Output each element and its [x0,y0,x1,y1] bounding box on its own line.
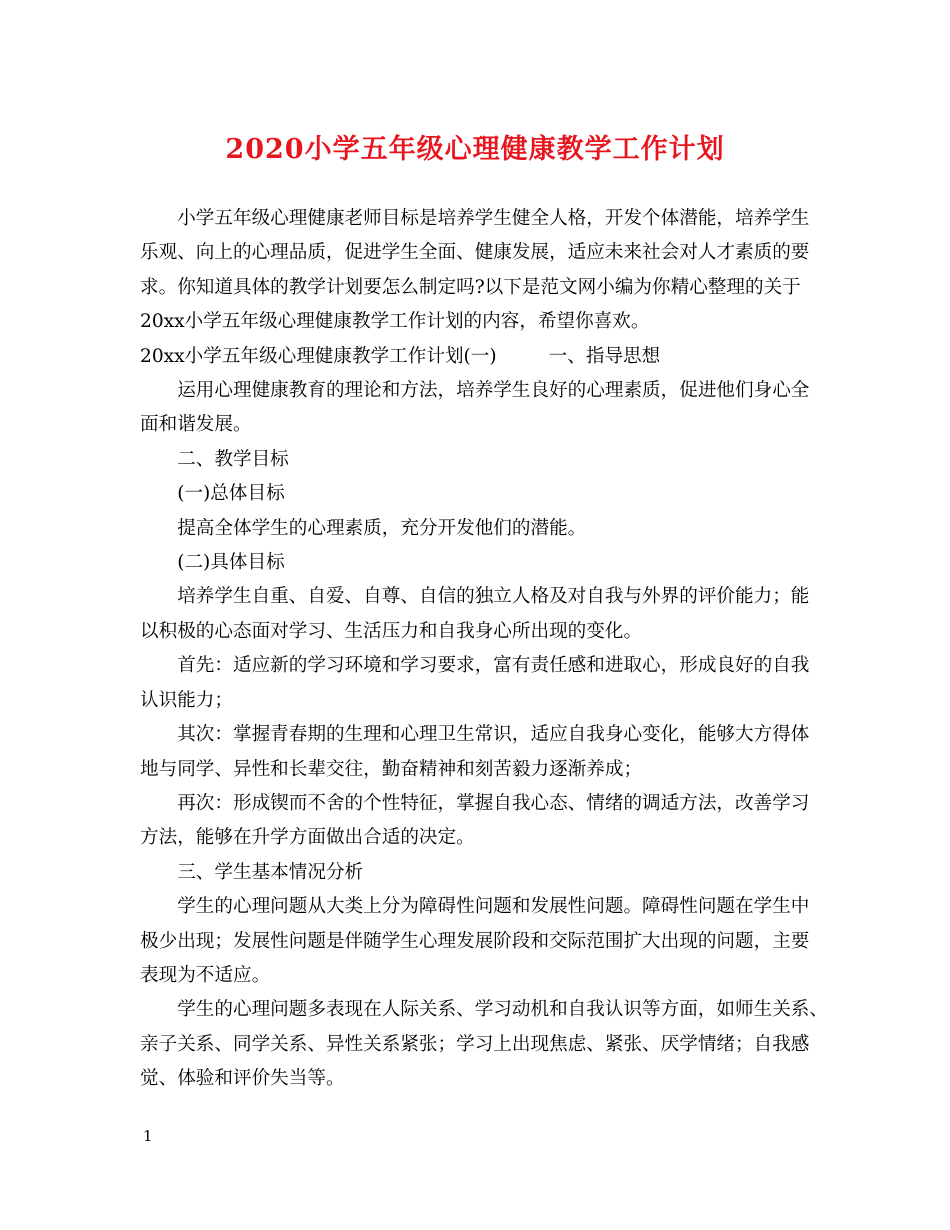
paragraph-line: 首先：适应新的学习环境和学习要求，富有责任感和进取心，形成良好的自我 [177,655,810,677]
plan-heading: 20xx小学五年级心理健康教学工作计划(一) [140,345,497,367]
paragraph-line: 以积极的心态面对学习、生活压力和自我身心所出现的变化。 [140,620,643,642]
section-heading: 二、教学目标 [177,448,289,470]
paragraph-line: 再次：形成锲而不舍的个性特征，掌握自我心态、情绪的调适方法，改善学习 [177,792,810,814]
document-body [140,202,832,1097]
intro-line: 小学五年级心理健康老师目标是培养学生健全人格，开发个体潜能，培养学生 [177,208,810,229]
subsection-heading: (一)总体目标 [177,483,285,505]
guiding-thought-heading: 一、指导思想 [548,345,661,367]
document-title: 2020小学五年级心理健康教学工作计划 [225,134,725,165]
paragraph-line: 运用心理健康教育的理论和方法，培养学生良好的心理素质，促进他们身心全 [177,380,810,402]
paragraph-line: 提高全体学生的心理素质，充分开发他们的潜能。 [177,517,587,539]
paragraph-line: 方法，能够在升学方面做出合适的决定。 [140,827,475,849]
intro-line: 乐观、向上的心理品质，促进学生全面、健康发展，适应未来社会对人才素质的要 [140,242,810,264]
paragraph-line: 极少出现；发展性问题是伴随学生心理发展阶段和交际范围扩大出现的问题，主要 [140,930,810,952]
paragraph-line: 地与同学、异性和长辈交往，勤奋精神和刻苦毅力逐渐养成； [140,758,643,780]
paragraph-line: 学生的心理问题多表现在人际关系、学习动机和自我认识等方面，如师生关系、 [177,999,828,1021]
page-number: 1 [143,1127,153,1145]
paragraph-line: 面和谐发展。 [140,414,252,436]
paragraph-line: 觉、体验和评价失当等。 [140,1068,345,1090]
paragraph-line: 学生的心理问题从大类上分为障碍性问题和发展性问题。障碍性问题在学生中 [177,896,810,918]
intro-line: 20xx小学五年级心理健康教学工作计划的内容，希望你喜欢。 [140,311,650,333]
paragraph-line: 认识能力； [140,689,233,711]
paragraph-line: 培养学生自重、自爱、自尊、自信的独立人格及对自我与外界的评价能力；能 [177,586,810,608]
paragraph-line: 其次：掌握青春期的生理和心理卫生常识，适应自我身心变化，能够大方得体 [177,724,810,746]
intro-line: 求。你知道具体的教学计划要怎么制定吗?以下是范文网小编为你精心整理的关于 [140,276,801,298]
section-subheading [140,340,832,374]
paragraph-line: 表现为不适应。 [140,964,271,986]
paragraph-line: 亲子关系、同学关系、异性关系紧张；学习上出现焦虑、紧张、厌学情绪；自我感 [140,1033,810,1055]
subsection-heading: (二)具体目标 [177,552,285,574]
section-heading: 三、学生基本情况分析 [177,861,364,883]
